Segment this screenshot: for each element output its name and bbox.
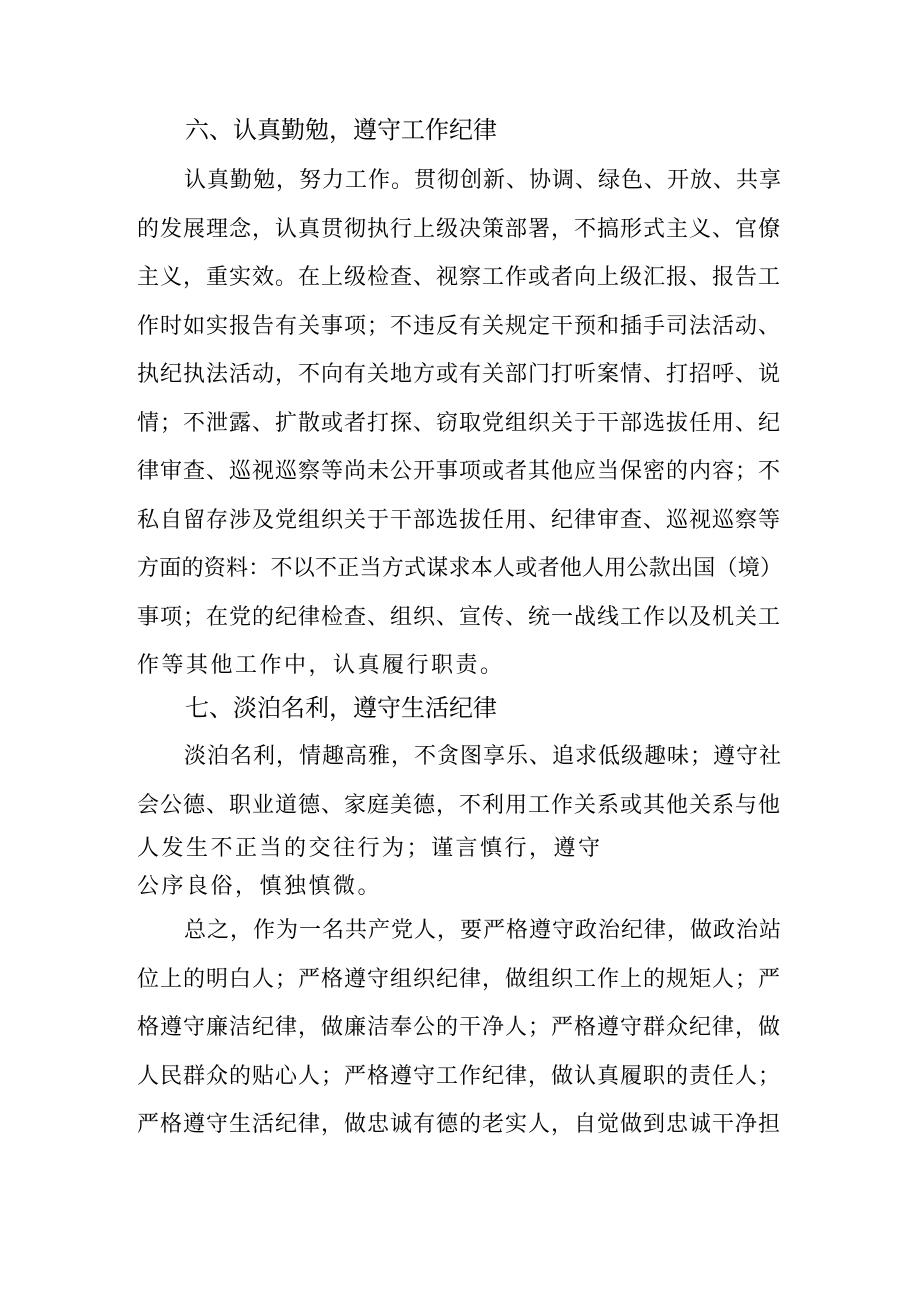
text-line: 私自留存涉及党组织关于干部选拔任用、纪律审查、巡视巡察等	[137, 507, 782, 533]
text-line: 总之，作为一名共产党人，要严格遵守政治纪律，做政治站	[184, 918, 783, 943]
text-line: 位上的明白人；严格遵守组织纪律，做组织工作上的规矩人；严	[137, 966, 782, 992]
section-heading-work-discipline: 六、认真勤勉，遵守工作纪律	[185, 116, 497, 144]
text-line: 的发展理念，认真贯彻执行上级决策部署，不搞形式主义、官僚	[137, 216, 782, 242]
text-line: 执纪执法活动，不向有关地方或有关部门打听案情、打招呼、说	[137, 362, 782, 387]
text-line: 会公德、职业道德、家庭美德，不利用工作关系或其他关系与他	[137, 792, 782, 818]
text-line: 人发生不正当的交往行为；谨言慎行，遵守	[137, 836, 603, 861]
text-line: 情；不泄露、扩散或者打探、窃取党组织关于干部选拔任用、纪	[137, 410, 782, 436]
text-line: 严格遵守生活纪律，做忠诚有德的老实人，自觉做到忠诚干净担	[137, 1112, 782, 1137]
paragraph-life-discipline	[137, 733, 787, 906]
text-line: 律审查、巡视巡察等尚未公开事项或者其他应当保密的内容；不	[137, 459, 782, 484]
text-line: 认真勤勉，努力工作。贯彻创新、协调、绿色、开放、共享	[184, 168, 783, 193]
paragraph-work-discipline	[137, 157, 787, 691]
text-line: 方面的资料：不以不正当方式谋求本人或者他人用公款出国（境）	[137, 556, 783, 581]
text-line: 人民群众的贴心人；严格遵守工作纪律，做认真履职的责任人；	[137, 1063, 782, 1089]
paragraph-summary	[137, 907, 787, 1150]
text-line: 事项；在党的纪律检查、组织、宣传、统一战线工作以及机关工	[137, 604, 782, 630]
section-heading-life-discipline: 七、淡泊名利，遵守生活纪律	[185, 694, 497, 722]
text-line: 淡泊名利，情趣高雅，不贪图享乐、追求低级趣味；遵守社	[184, 744, 783, 769]
text-line: 作时如实报告有关事项；不违反有关规定干预和插手司法活动、	[137, 313, 782, 339]
text-line: 格遵守廉洁纪律，做廉洁奉公的干净人；严格遵守群众纪律，做	[137, 1015, 782, 1040]
text-line: 公序良俗，慎独慎微。	[137, 874, 383, 899]
text-line: 主义，重实效。在上级检查、视察工作或者向上级汇报、报告工	[137, 265, 782, 290]
text-line: 作等其他工作中，认真履行职责。	[137, 653, 505, 678]
